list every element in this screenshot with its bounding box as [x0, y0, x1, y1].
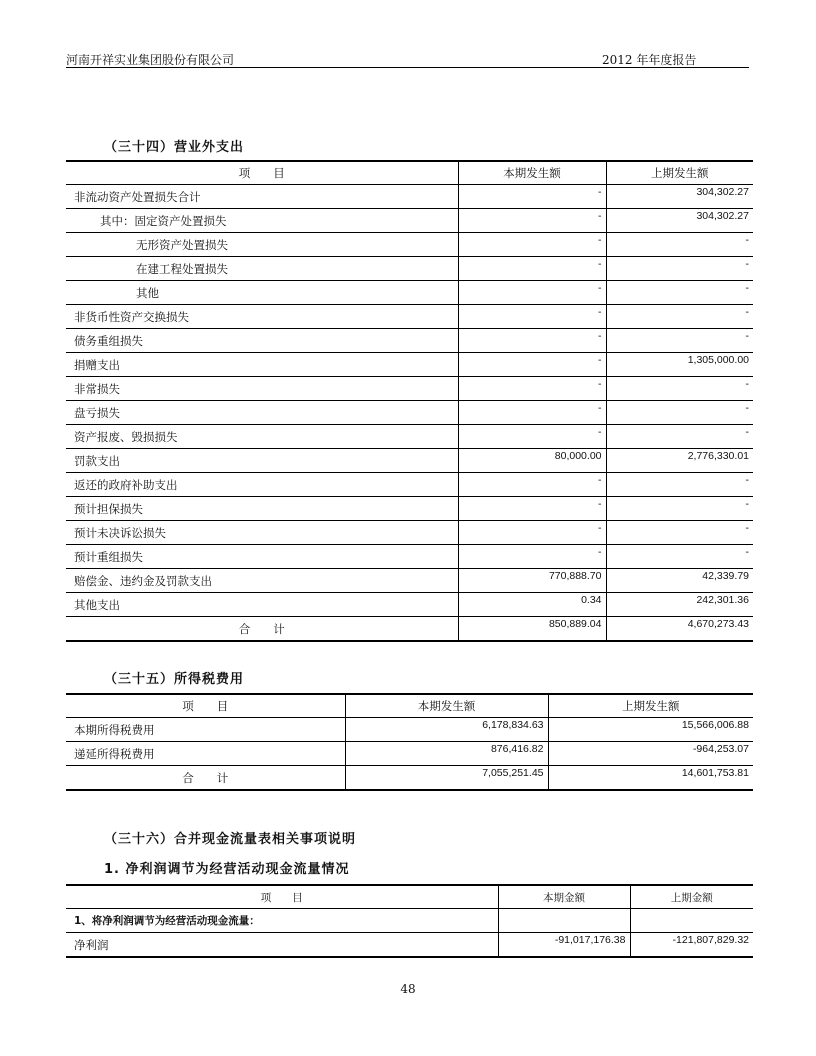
current-value: - [458, 521, 606, 545]
col-header-previous: 上期发生额 [548, 694, 753, 718]
col-header-current: 本期发生额 [458, 161, 606, 185]
previous-value: - [606, 545, 753, 569]
total-label: 合 计 [66, 617, 458, 642]
header-divider [66, 67, 749, 68]
row-label: 罚款支出 [66, 449, 458, 473]
previous-value: -964,253.07 [548, 742, 753, 766]
previous-value: 1,305,000.00 [606, 353, 753, 377]
table-row [66, 449, 753, 473]
row-label: 无形资产处置损失 [66, 233, 458, 257]
current-value: 6,178,834.63 [345, 718, 548, 742]
current-value: - [458, 497, 606, 521]
table-row [66, 473, 753, 497]
row-label: 其他支出 [66, 593, 458, 617]
row-label: 盘亏损失 [66, 401, 458, 425]
previous-value: - [606, 425, 753, 449]
previous-value: - [606, 233, 753, 257]
previous-value: - [606, 401, 753, 425]
table-row [66, 209, 753, 233]
table-row [66, 377, 753, 401]
previous-value: - [606, 305, 753, 329]
row-label: 非常损失 [66, 377, 458, 401]
current-value: 876,416.82 [345, 742, 548, 766]
previous-value: - [606, 497, 753, 521]
previous-total: 4,670,273.43 [606, 617, 753, 642]
current-total: 7,055,251.45 [345, 766, 548, 791]
current-value: 770,888.70 [458, 569, 606, 593]
current-value: -91,017,176.38 [498, 933, 630, 958]
previous-total: 14,601,753.81 [548, 766, 753, 791]
current-value: - [458, 473, 606, 497]
section-title-35: （三十五）所得税费用 [104, 672, 245, 687]
table-row [66, 305, 753, 329]
previous-value: 242,301.36 [606, 593, 753, 617]
row-label: 捐赠支出 [66, 353, 458, 377]
total-label: 合 计 [66, 766, 345, 791]
current-value: 80,000.00 [458, 449, 606, 473]
row-label: 本期所得税费用 [66, 718, 345, 742]
row-label: 其他 [66, 281, 458, 305]
current-value: - [458, 401, 606, 425]
current-value: - [458, 377, 606, 401]
table-row [66, 521, 753, 545]
row-label: 在建工程处置损失 [66, 257, 458, 281]
row-label: 预计担保损失 [66, 497, 458, 521]
table-row [66, 401, 753, 425]
previous-value: - [606, 281, 753, 305]
col-header-current: 本期发生额 [345, 694, 548, 718]
current-value: - [458, 209, 606, 233]
section-title-36: （三十六）合并现金流量表相关事项说明 [104, 832, 357, 847]
section-title-34: （三十四）营业外支出 [104, 140, 245, 155]
current-value: 0.34 [458, 593, 606, 617]
subsection-title: 1. 净利润调节为经营活动现金流量情况 [104, 862, 350, 877]
col-header-previous: 上期金额 [630, 885, 753, 909]
row-label: 1、将净利润调节为经营活动现金流量： [66, 909, 498, 933]
current-value [498, 909, 630, 933]
previous-value: - [606, 257, 753, 281]
table-row [66, 718, 753, 742]
table-header-row [66, 161, 753, 185]
previous-value: -121,807,829.32 [630, 933, 753, 958]
previous-value [630, 909, 753, 933]
page-header-company: 河南开祥实业集团股份有限公司 [66, 53, 235, 67]
current-value: - [458, 305, 606, 329]
table-row [66, 933, 753, 958]
row-label: 返还的政府补助支出 [66, 473, 458, 497]
current-total: 850,889.04 [458, 617, 606, 642]
current-value: - [458, 185, 606, 209]
table-header-row [66, 694, 753, 718]
row-label: 其中：固定资产处置损失 [66, 209, 458, 233]
row-label: 递延所得税费用 [66, 742, 345, 766]
row-label: 资产报废、毁损损失 [66, 425, 458, 449]
col-header-current: 本期金额 [498, 885, 630, 909]
row-label: 预计未决诉讼损失 [66, 521, 458, 545]
col-header-item: 项 目 [66, 694, 345, 718]
row-label: 非货币性资产交换损失 [66, 305, 458, 329]
page-header-report: 2012 年年度报告 [602, 53, 697, 67]
previous-value: 2,776,330.01 [606, 449, 753, 473]
total-row [66, 766, 753, 791]
current-value: - [458, 425, 606, 449]
current-value: - [458, 281, 606, 305]
table-row [66, 742, 753, 766]
table-row [66, 569, 753, 593]
row-label: 赔偿金、违约金及罚款支出 [66, 569, 458, 593]
table-row [66, 281, 753, 305]
col-header-item: 项 目 [66, 885, 498, 909]
current-value: - [458, 257, 606, 281]
row-label: 净利润 [66, 933, 498, 958]
table-row [66, 593, 753, 617]
page-number: 48 [400, 982, 416, 996]
previous-value: - [606, 521, 753, 545]
current-value: - [458, 329, 606, 353]
table-row [66, 425, 753, 449]
col-header-previous: 上期发生额 [606, 161, 753, 185]
table-row [66, 497, 753, 521]
previous-value: - [606, 377, 753, 401]
table-row [66, 257, 753, 281]
table-row [66, 545, 753, 569]
table-row [66, 185, 753, 209]
row-label: 债务重组损失 [66, 329, 458, 353]
current-value: - [458, 545, 606, 569]
income-tax-table [66, 693, 753, 791]
non-operating-expense-table [66, 160, 753, 642]
previous-value: 304,302.27 [606, 209, 753, 233]
previous-value: - [606, 473, 753, 497]
table-row [66, 233, 753, 257]
table-row [66, 909, 753, 933]
previous-value: 15,566,006.88 [548, 718, 753, 742]
col-header-item: 项 目 [66, 161, 458, 185]
table-header-row [66, 885, 753, 909]
cash-flow-reconciliation-table [66, 884, 753, 958]
current-value: - [458, 353, 606, 377]
total-row [66, 617, 753, 642]
row-label: 非流动资产处置损失合计 [66, 185, 458, 209]
table-row [66, 329, 753, 353]
previous-value: 42,339.79 [606, 569, 753, 593]
row-label: 预计重组损失 [66, 545, 458, 569]
current-value: - [458, 233, 606, 257]
previous-value: 304,302.27 [606, 185, 753, 209]
table-row [66, 353, 753, 377]
previous-value: - [606, 329, 753, 353]
